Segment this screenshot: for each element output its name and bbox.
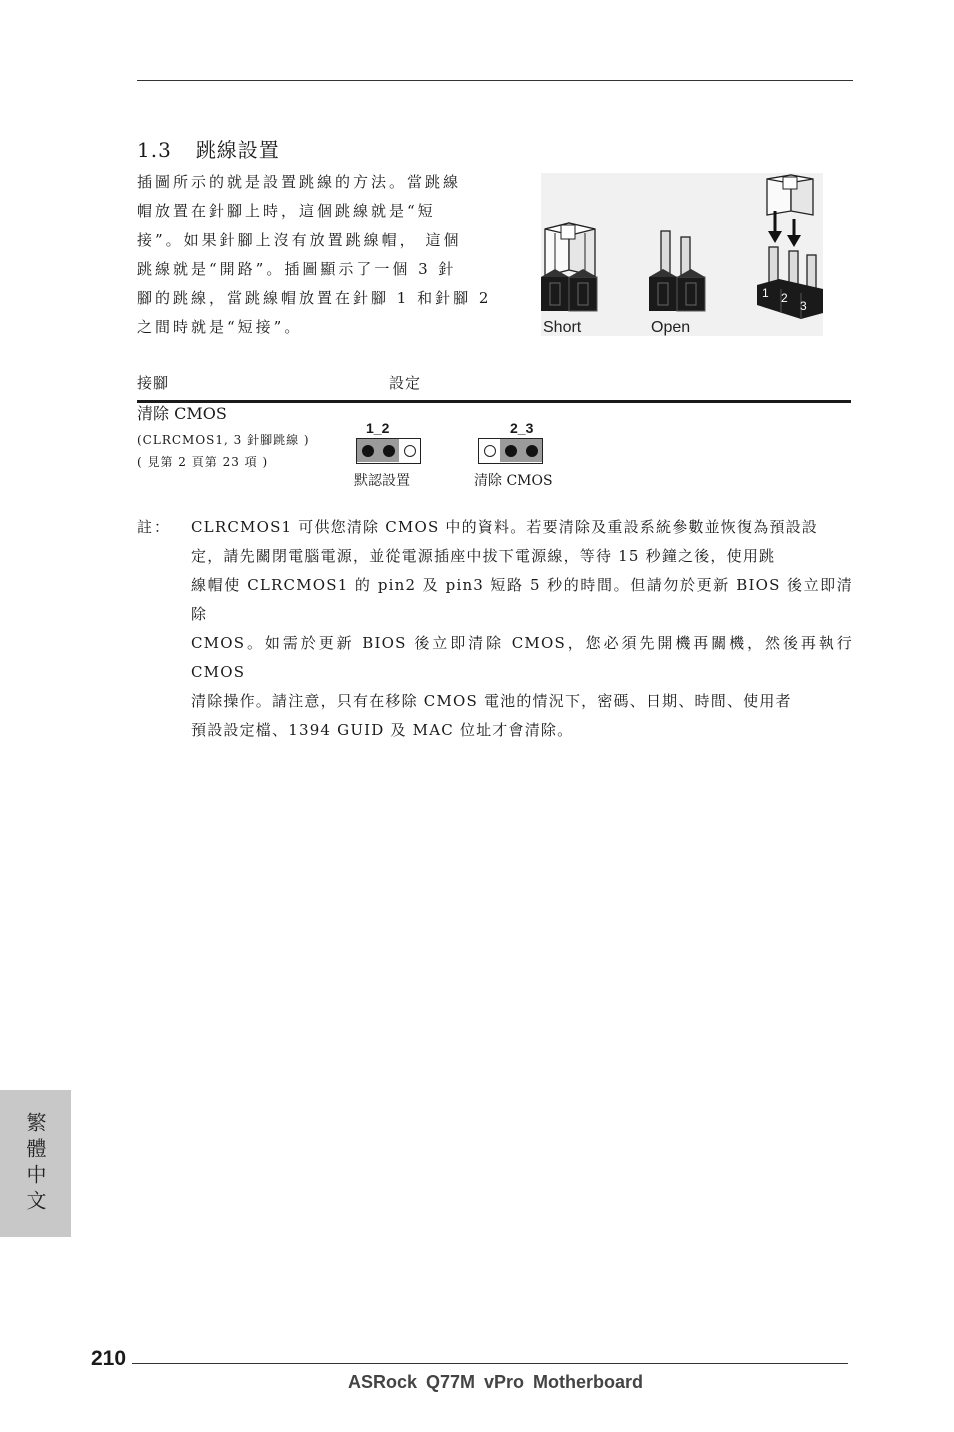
note-label: 註： [137, 518, 172, 536]
section-heading [137, 134, 280, 163]
pin-dot-icon [526, 445, 538, 457]
column-header-setting: 設定 [389, 374, 422, 392]
jumper-default-pins-label: 1_2 [366, 420, 390, 436]
clear-cmos-reference: ( 見第 2 頁第 23 項 ) [137, 455, 269, 469]
note-line: 線帽使 CLRCMOS1 的 pin2 及 pin3 短路 5 秒的時間。但請勿於更新 BIOS 後立即清除 [191, 576, 853, 623]
open-jumper-graphic [649, 231, 705, 311]
pin-1-capped [357, 439, 378, 462]
note-line: CLRCMOS1 可供您清除 CMOS 中的資料。若要清除及重設系統參數並恢復為預設設 [191, 518, 819, 536]
intro-line: 帽放置在針腳上時，這個跳線就是“短 [137, 202, 436, 220]
pin-dot-icon [484, 445, 496, 457]
page-number: 210 [91, 1347, 127, 1370]
jumper-default-pin-header [356, 438, 421, 464]
note-paragraph [191, 513, 853, 745]
short-jumper-graphic [541, 223, 597, 311]
pin-2-capped [500, 439, 521, 462]
pin-dot-icon [404, 445, 416, 457]
section-title: 跳線設置 [195, 138, 280, 162]
pin-dot-icon [505, 445, 517, 457]
jumper-illustration [541, 173, 823, 336]
section-number: 1.3 [137, 138, 172, 162]
intro-line: 之間時就是“短接”。 [137, 318, 303, 336]
pin-dot-icon [383, 445, 395, 457]
pin-1-open [479, 439, 500, 462]
intro-line: 插圖所示的就是設置跳線的方法。當跳線 [137, 173, 462, 191]
pin-number-2: 2 [781, 291, 788, 305]
column-header-jumper: 接腳 [137, 374, 170, 392]
jumper-clear-caption: 清除 CMOS [474, 473, 553, 489]
open-label: Open [651, 319, 691, 336]
pin-2-capped [378, 439, 399, 462]
jumper-default-caption: 默認設置 [354, 473, 410, 489]
pin-number-3: 3 [800, 299, 807, 313]
note-line: 清除操作。請注意，只有在移除 CMOS 電池的情況下，密碼、日期、時間、使用者 [191, 692, 792, 710]
language-tab [0, 1090, 71, 1237]
top-rule [137, 80, 853, 81]
intro-line: 接”。如果針腳上沒有放置跳線帽， 這個 [137, 231, 462, 249]
pin-dot-icon [362, 445, 374, 457]
pin-3-open [399, 439, 420, 462]
note-line: CMOS。如需於更新 BIOS 後立即清除 CMOS，您必須先開機再關機，然後再執行 CMOS [191, 634, 853, 681]
pin-3-capped [521, 439, 542, 462]
table-rule [137, 400, 851, 403]
jumper-clear-pins-label: 2_3 [510, 420, 534, 436]
short-label: Short [543, 319, 582, 336]
pin-number-1: 1 [762, 286, 769, 300]
intro-line: 跳線就是“開路”。插圖顯示了一個 3 針 [137, 260, 457, 278]
clear-cmos-jumper-id: (CLRCMOS1, 3 針腳跳線 ) [137, 433, 310, 447]
clear-cmos-title: 清除 CMOS [137, 404, 227, 423]
footer-product-name: ASRock Q77M vPro Motherboard [348, 1372, 644, 1392]
footer-rule [132, 1363, 848, 1364]
intro-line: 腳的跳線，當跳線帽放置在針腳 1 和針腳 2 [137, 289, 492, 307]
note-line: 預設設定檔、1394 GUID 及 MAC 位址才會清除。 [191, 721, 574, 739]
intro-paragraph [137, 168, 499, 342]
note-line: 定，請先關閉電腦電源，並從電源插座中拔下電源線，等待 15 秒鐘之後，使用跳 [191, 547, 776, 565]
jumper-clear-pin-header [478, 438, 543, 464]
language-tab-label: 繁體中文 [23, 1111, 47, 1216]
